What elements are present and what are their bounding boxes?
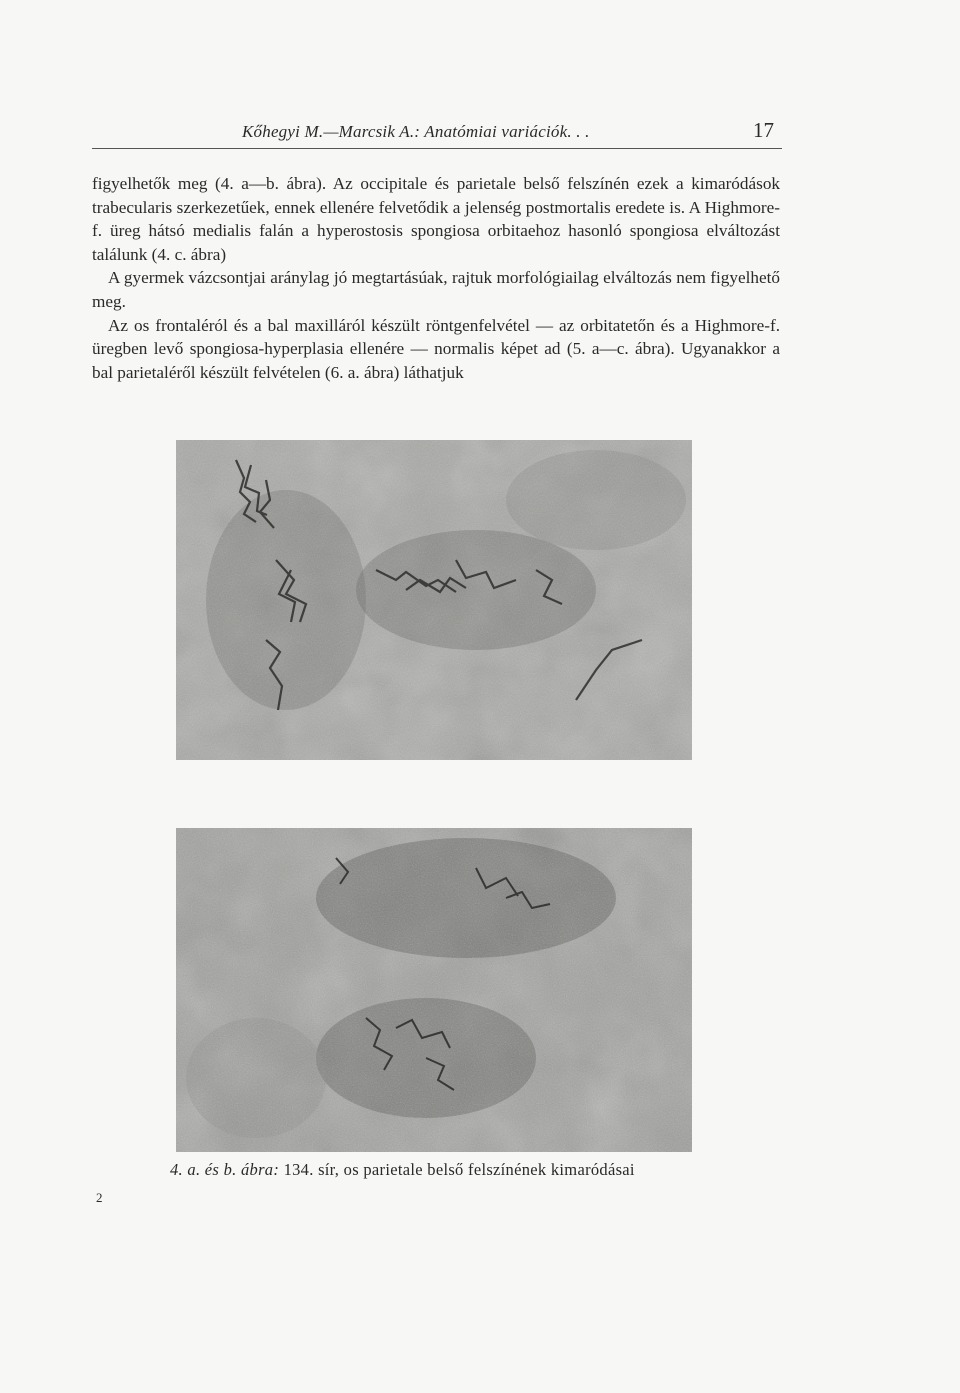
figure-4b-photo: [176, 828, 692, 1152]
running-title: Kőhegyi M.—Marcsik A.: Anatómiai variációk. . .: [242, 122, 590, 141]
figure-4a-photo: [176, 440, 692, 760]
figure-caption: [170, 1160, 700, 1180]
signature-mark: 2: [96, 1190, 103, 1205]
figure-caption-reference: 4. a. és b. ábra:: [170, 1160, 280, 1179]
paragraph: Az os frontaléról és a bal maxilláról készült röntgenfelvétel — az orbitatetőn és a Highmore-f. üregben levő spongiosa-hyperplasia ellenére — normalis képet ad (5. a—c. ábra). Ugyanakkor a bal parietaléről készült felvételen (6. a. ábra) láthatjuk: [92, 315, 780, 382]
running-header: [92, 118, 782, 149]
figure-caption-text: 134. sír, os parietale belső felszínének kimaródásai: [279, 1160, 635, 1179]
paragraph: figyelhetők meg (4. a—b. ábra). Az occipitale és parietale belső felszínén ezek a kimaródások trabecularis szerkezetűek, ennek ellenére felvetődik a jelenség postmortalis eredete is. A Highmore-f. üreg hátsó medialis falán a hyperostosis spongiosa orbitaehoz hasonló spongiosa elváltozást találunk (4. c. ábra): [92, 174, 780, 264]
paragraph: A gyermek vázcsontjai aránylag jó megtartásúak, rajtuk morfológiailag elváltozás nem figyelhető meg.: [92, 268, 780, 311]
body-text: [92, 172, 780, 384]
page-number: 17: [753, 118, 774, 142]
